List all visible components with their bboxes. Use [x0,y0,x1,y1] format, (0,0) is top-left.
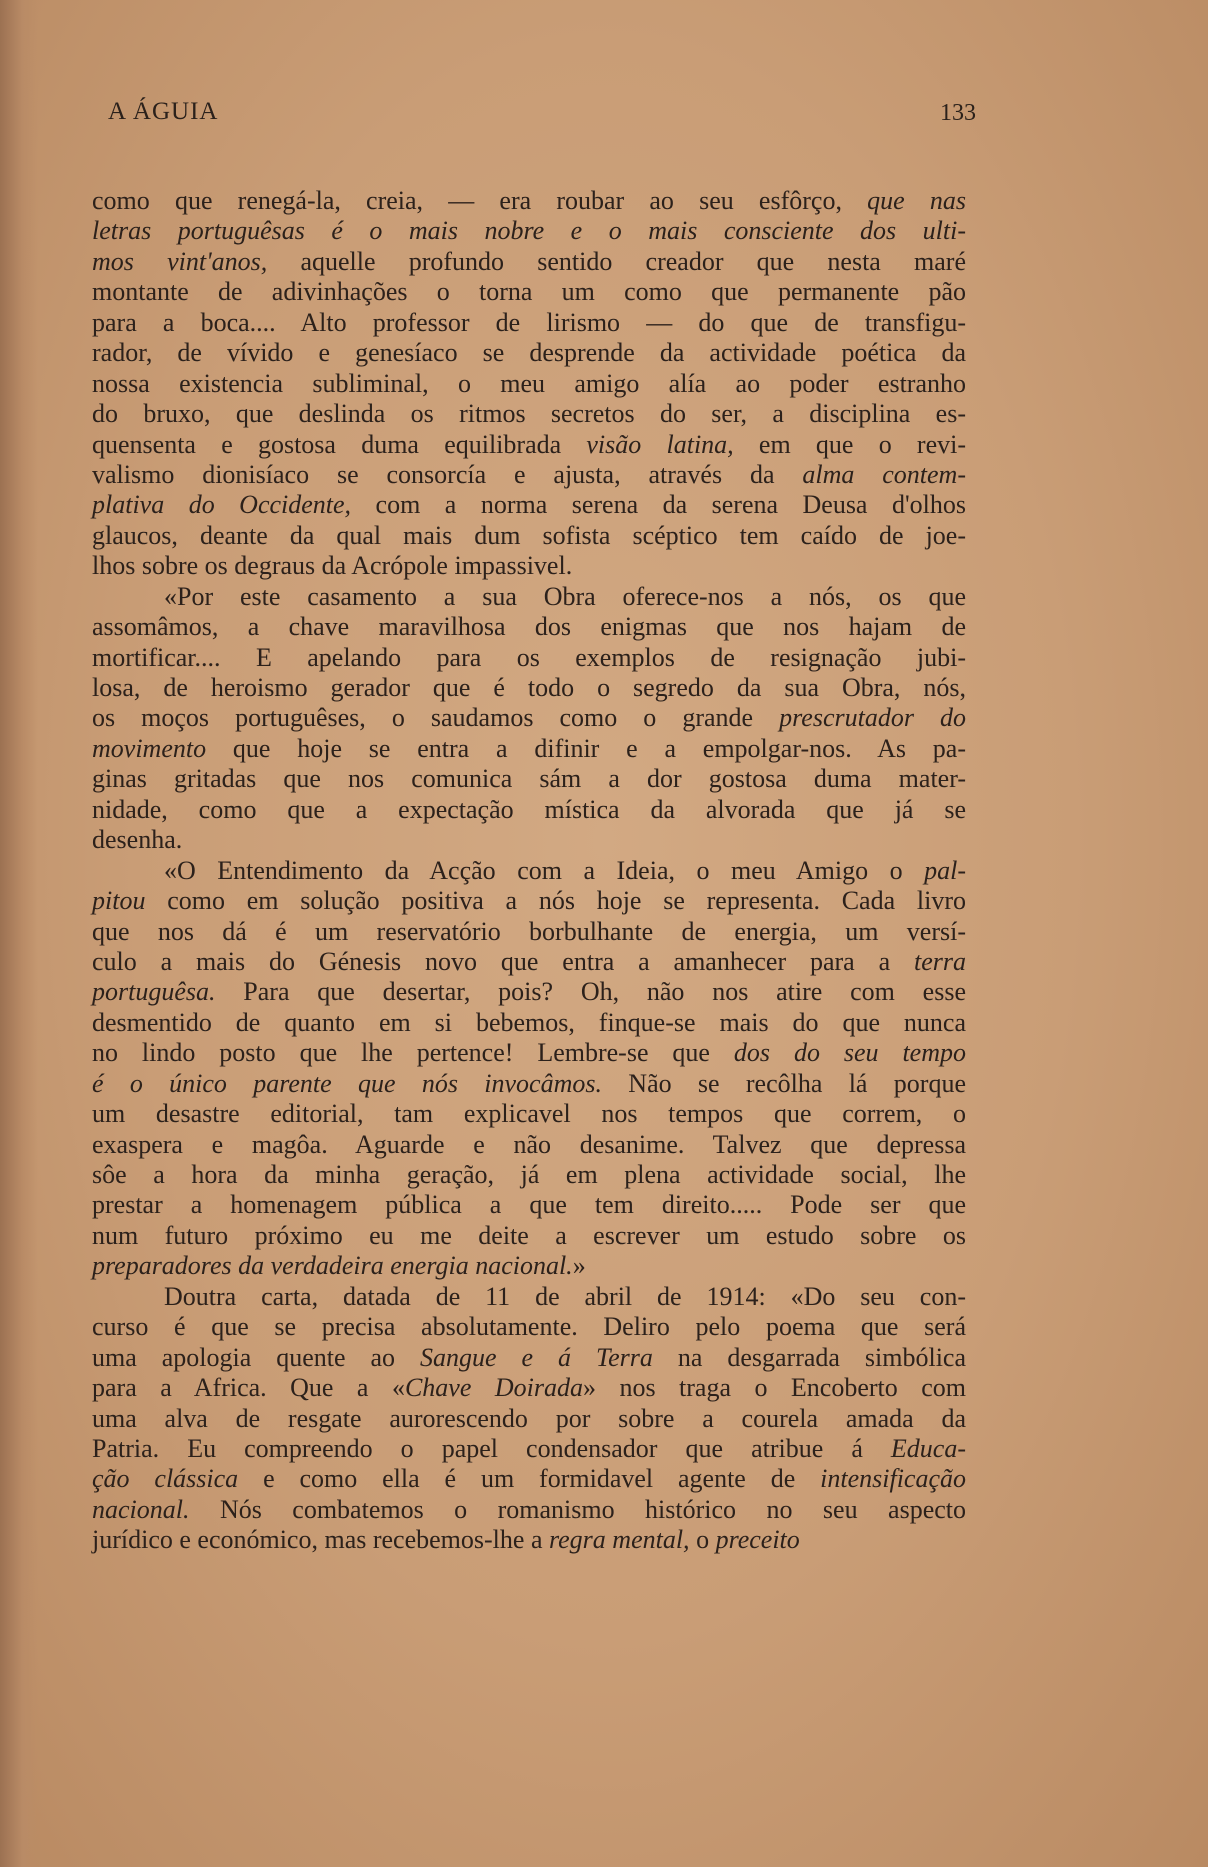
text-segment: » nos traga o Encoberto com [582,1373,966,1403]
text-line [92,247,966,277]
paragraph [92,582,966,856]
text-line [92,764,966,794]
text-line [92,1038,966,1068]
text-line [92,795,966,825]
text-segment: que hoje se entra a difinir e a empolgar-nos. As pa- [206,733,966,763]
text-line [92,1404,966,1434]
text-segment: sôe a hora da minha geração, já em plena actividade social, lhe [92,1160,966,1189]
text-line [92,1434,966,1464]
italic-segment: plativa do Occidente, [92,490,352,520]
italic-segment: pal- [924,855,966,885]
italic-segment: preparadores da verdadeira energia nacional. [92,1251,573,1281]
text-line [92,430,966,460]
text-segment: Patria. Eu compreendo o papel condensador que atribue á [92,1433,891,1463]
text-segment: desenha. [92,825,183,855]
italic-segment: que nas [867,186,966,215]
text-segment: Para que desertar, pois? Oh, não nos atire com esse [215,977,966,1007]
text-segment: no lindo posto que lhe pertence! Lembre-se que [92,1038,734,1068]
text-line [92,551,966,581]
text-line [92,1343,966,1373]
text-line [92,1069,966,1099]
italic-segment: pitou [92,886,146,916]
text-segment: valismo dionisíaco se consorcía e ajusta, através da [92,459,803,489]
text-segment: glaucos, deante da qual mais dum sofista scéptico tem caído de joe- [92,520,966,550]
text-segment: mortificar.... E apelando para os exemplos de resignação jubi- [92,642,966,672]
text-segment: num futuro próximo eu me deite a escrever um estudo sobre os [92,1220,966,1250]
text-segment: para a boca.... Alto professor de lirismo — do que de transfigu- [92,307,966,337]
text-line [92,216,966,246]
page-header [108,98,976,138]
text-line [92,734,966,764]
italic-segment: regra mental, [548,1525,690,1555]
text-line [92,977,966,1007]
text-segment: exaspera e magôa. Aguarde e não desanime. Talvez que depressa [92,1129,966,1159]
running-head: A ÁGUIA [108,98,219,125]
text-line [92,1221,966,1251]
text-segment: para a Africa. Que a « [92,1373,405,1403]
text-line [92,856,966,886]
italic-segment: Chave Doirada [404,1373,583,1403]
text-segment: desmentido de quanto em si bebemos, finque-se mais do que nunca [92,1007,966,1037]
italic-segment: alma contem- [802,459,966,489]
text-segment: «Por este casamento a sua Obra oferece-nos a nós, os que [164,581,966,611]
page-number: 133 [940,100,976,126]
text-line [92,1282,966,1312]
text-line [92,460,966,490]
text-segment: como que renegá-la, creia, — era roubar ao seu esfôrço, [92,186,868,215]
text-segment: com a norma serena da serena Deusa d'olhos [351,490,966,520]
text-line [92,612,966,642]
italic-segment: visão latina, [586,429,734,459]
text-segment: do bruxo, que deslinda os ritmos secretos do ser, a disciplina es- [92,399,966,429]
text-segment: nidade, como que a expectação mística da alvorada que já se [92,794,966,824]
text-line [92,703,966,733]
italic-segment: terra [914,946,966,976]
paragraph [92,1282,966,1556]
text-segment: » [572,1251,586,1281]
text-segment: assomâmos, a chave maravilhosa dos enigmas que nos hajam de [92,612,966,642]
italic-segment: dos do seu tempo [733,1038,966,1068]
text-segment: Doutra carta, datada de 11 de abril de 1914: «Do seu con- [164,1281,966,1311]
text-segment: na desgarrada simbólica [652,1342,966,1372]
text-segment: uma alva de resgate auroresсendo por sobre a courela amada da [92,1403,966,1433]
italic-segment: ção clássica [92,1464,239,1494]
italic-segment: portuguêsa. [92,977,216,1007]
text-segment: ginas gritadas que nos comunica sám a dor gostosa duma mater- [92,764,966,794]
italic-segment: Educa- [890,1433,966,1463]
text-segment: como em solução positiva a nós hoje se representa. Cada livro [145,886,966,916]
body-text [92,186,966,1556]
text-line [92,521,966,551]
italic-segment: Sangue e á Terra [420,1342,653,1372]
text-line [92,308,966,338]
text-line [92,582,966,612]
italic-segment: mos vint'anos, [92,246,268,276]
text-line [92,886,966,916]
text-line [92,1464,966,1494]
text-segment: que nos dá é um reservatório borbulhante de energia, um versí- [92,916,966,946]
text-segment: losa, de heroismo gerador que é todo o segredo da sua Obra, nós, [92,673,966,702]
italic-segment: letras portuguêsas é o mais nobre e o mais consciente dos ulti- [92,216,966,246]
paragraph [92,186,966,582]
italic-segment: intensificação [820,1464,966,1494]
text-segment: quensenta e gostosa duma equilibrada [92,429,587,459]
text-line [92,1525,966,1555]
text-segment: uma apologia quente ao [92,1342,421,1372]
text-line [92,369,966,399]
text-line [92,643,966,673]
text-line [92,277,966,307]
text-segment: Nós combatemos o romanismo histórico no seu aspecto [189,1494,966,1524]
text-segment: nossa existencia subliminal, o meu amigo alía ao poder estranho [92,368,966,398]
text-segment: montante de adivinhações o torna um como que permanente pão [92,277,966,307]
text-line [92,399,966,429]
text-line [92,1251,966,1281]
text-segment: jurídico e económico, mas recebemos-lhe a [92,1525,549,1555]
text-line [92,1190,966,1220]
italic-segment: preceito [715,1525,800,1555]
text-line [92,1160,966,1190]
text-line [92,1495,966,1525]
text-line [92,1008,966,1038]
text-line [92,1099,966,1129]
text-segment: prestar a homenagem pública a que tem direito..... Pode ser que [92,1190,966,1220]
text-segment: em que o revi- [733,429,967,459]
italic-segment: é o único parente que nós invocâmos. [92,1068,602,1098]
text-line [92,825,966,855]
text-segment: culo a mais do Génesis novo que entra a amanhecer para a [92,946,914,976]
text-segment: curso é que se precisa absolutamente. Deliro pelo poema que será [92,1312,966,1342]
text-segment: «O Entendimento da Acção com a Ideia, o meu Amigo o [164,855,925,885]
text-segment: Não se recôlha lá porque [601,1068,966,1098]
text-line [92,338,966,368]
text-line [92,490,966,520]
text-segment: rador, de vívido e genesíaco se desprende da actividade poética da [92,338,966,368]
text-line [92,947,966,977]
text-line [92,1373,966,1403]
text-line [92,1312,966,1342]
text-segment: um desastre editorial, tam explicavel nos tempos que correm, o [92,1099,966,1129]
text-segment: lhos sobre os degraus da Acrópole impassivel. [92,551,573,581]
text-segment: aquelle profundo sentido creador que nesta maré [267,246,966,276]
paragraph [92,856,966,1282]
italic-segment: nacional. [92,1494,190,1524]
text-line [92,186,966,216]
text-segment: o [689,1525,716,1555]
text-line [92,673,966,703]
page-edge-shadow [0,0,38,1867]
italic-segment: movimento [92,733,207,763]
italic-segment: prescrutador do [779,703,967,733]
text-line [92,1130,966,1160]
text-segment: os moços portuguêses, o saudamos como o grande [92,703,780,733]
text-line [92,917,966,947]
text-segment: e como ella é um formidavel agente de [238,1464,821,1494]
